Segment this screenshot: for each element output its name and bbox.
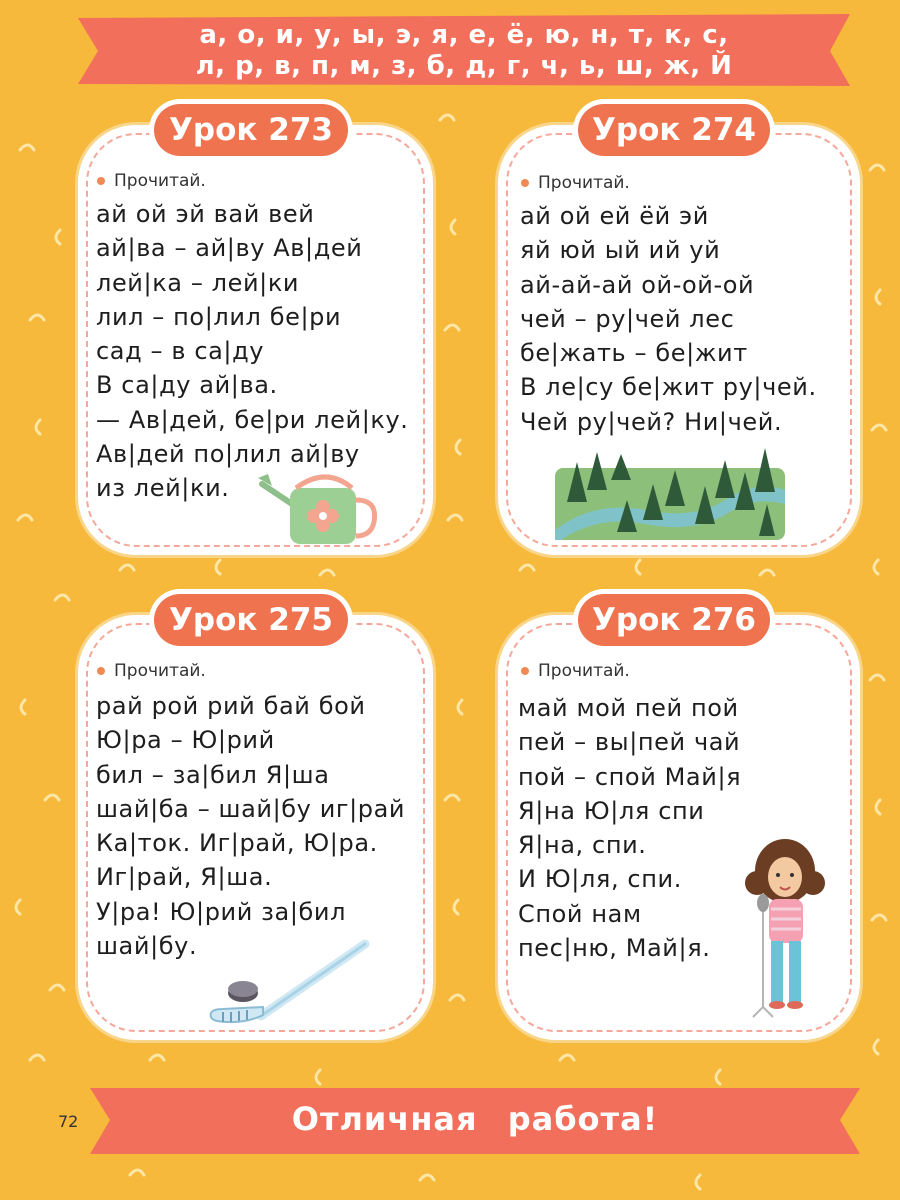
text-line: шай|ба – шай|бу иг|рай <box>96 794 406 823</box>
lesson-276-title: Урок 276 <box>578 594 770 646</box>
lesson-274-title: Урок 274 <box>578 104 770 156</box>
bullet-icon <box>521 667 529 675</box>
text-line: бил – за|бил Я|ша <box>96 760 330 789</box>
text-line: лил – по|лил бе|ри <box>96 302 342 331</box>
forest-stream-icon <box>555 440 785 540</box>
letters-banner <box>78 12 850 90</box>
text-line: бе|жать – бе|жит <box>520 339 748 368</box>
lesson-276-instruction: Прочитай. <box>521 661 630 681</box>
footer-text: Отличная работа! <box>291 1100 659 1138</box>
text-line: В са|ду ай|ва. <box>96 371 278 400</box>
text-line: Ю|ра – Ю|рий <box>96 726 275 755</box>
hockey-stick-icon <box>205 938 375 1033</box>
text-line: Иг|рай, Я|ша. <box>96 863 273 892</box>
lesson-274-text <box>520 199 817 439</box>
lesson-275-instruction: Прочитай. <box>97 661 206 681</box>
bullet-icon <box>97 667 105 675</box>
text-line: Спой нам <box>518 899 642 928</box>
text-line: яй юй ый ий уй <box>520 236 721 265</box>
text-line: Я|на, спи. <box>518 831 647 860</box>
lesson-273-text <box>96 197 409 506</box>
text-line: ай ой ей ёй эй <box>520 202 709 230</box>
text-line: ай-ай-ай ой-ой-ой <box>520 270 755 299</box>
text-line: Ав|дей по|лил ай|ву <box>96 440 360 469</box>
lesson-275-title: Урок 275 <box>154 594 348 646</box>
text-line: Чей ру|чей? Ни|чей. <box>520 407 783 436</box>
text-line: ай|ва – ай|ву Ав|дей <box>96 234 363 263</box>
bullet-icon <box>521 179 529 187</box>
text-line: лей|ка – лей|ки <box>96 268 300 297</box>
letters-line-2: л, р, в, п, м, з, б, д, г, ч, ь, ш, ж, Й <box>195 51 733 81</box>
text-line: В ле|су бе|жит ру|чей. <box>520 373 817 402</box>
text-line: сад – в са|ду <box>96 337 265 366</box>
watering-can-icon <box>258 470 380 548</box>
text-line: чей – ру|чей лес <box>520 304 735 333</box>
text-line: пес|ню, Май|я. <box>518 934 711 963</box>
lesson-276-text <box>518 691 741 965</box>
text-line: шай|бу. <box>96 932 198 961</box>
text-line: Я|на Ю|ля спи <box>518 796 705 825</box>
singing-girl-icon <box>735 835 835 1020</box>
text-line: пей – вы|пей чай <box>518 728 741 757</box>
page-number: 72 <box>58 1112 79 1131</box>
text-line: пой – спой Май|я <box>518 762 742 791</box>
text-line: ай ой эй вай вей <box>96 200 315 228</box>
footer-banner <box>90 1086 860 1158</box>
text-line: Ка|ток. Иг|рай, Ю|ра. <box>96 829 378 858</box>
lesson-273-title: Урок 273 <box>154 104 348 156</box>
lesson-273-instruction: Прочитай. <box>97 171 206 191</box>
text-line: из лей|ки. <box>96 474 230 503</box>
letters-line-1: а, о, и, у, ы, э, я, е, ё, ю, н, т, к, с, <box>199 20 729 50</box>
lesson-275-text <box>96 689 405 963</box>
text-line: — Ав|дей, бе|ри лей|ку. <box>96 405 409 434</box>
bullet-icon <box>97 177 105 185</box>
text-line: май мой пей пой <box>518 694 739 722</box>
text-line: рай рой рий бай бой <box>96 692 366 720</box>
text-line: И Ю|ля, спи. <box>518 865 682 894</box>
text-line: У|ра! Ю|рий за|бил <box>96 897 347 926</box>
lesson-274-instruction: Прочитай. <box>521 173 630 193</box>
